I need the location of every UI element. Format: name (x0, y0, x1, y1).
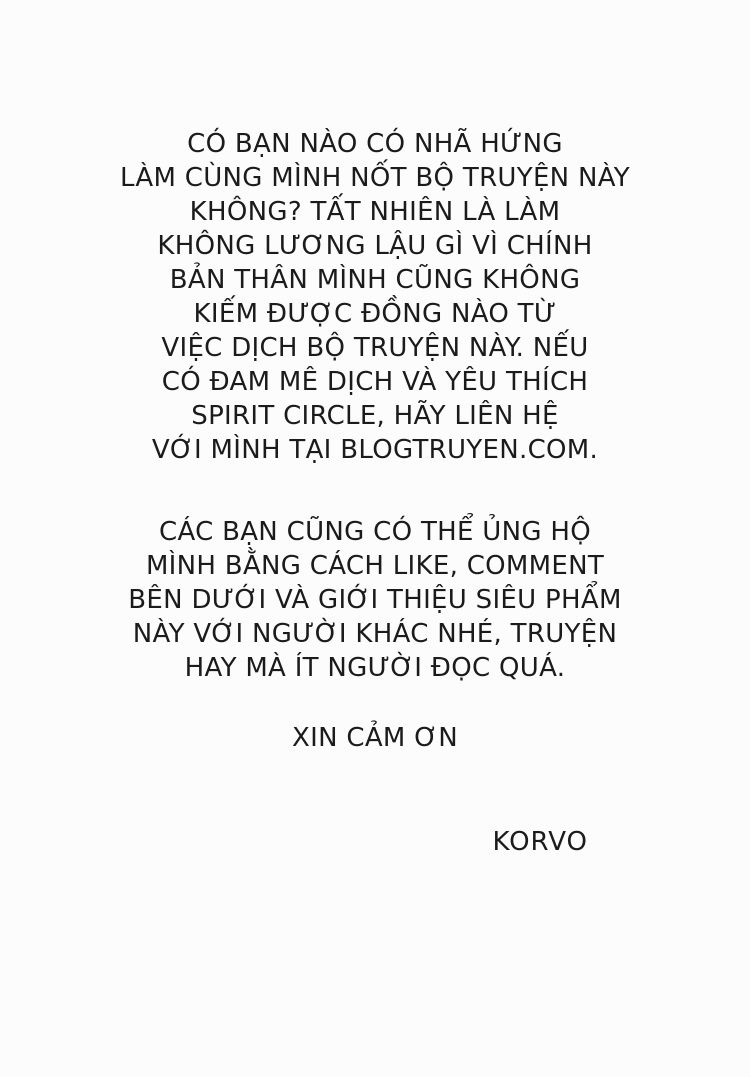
note-line: SPIRIT CIRCLE, HÃY LIÊN HỆ (191, 401, 559, 431)
note-line: LÀM CÙNG MÌNH NỐT BỘ TRUYỆN NÀY (119, 163, 630, 193)
note-line: MÌNH BẰNG CÁCH LIKE, COMMENT (145, 551, 605, 581)
note-line: BẢN THÂN MÌNH CŨNG KHÔNG (169, 265, 581, 295)
note-line: BÊN DƯỚI VÀ GIỚI THIỆU SIÊU PHẨM (128, 585, 622, 615)
note-line: CÓ ĐAM MÊ DỊCH VÀ YÊU THÍCH (161, 367, 589, 397)
note-line: CÓ BẠN NÀO CÓ NHÃ HỨNG (187, 129, 563, 159)
note-line: VIỆC DỊCH BỘ TRUYỆN NÀY. NẾU (161, 333, 589, 363)
note-line: KHÔNG? TẤT NHIÊN LÀ LÀM (189, 197, 561, 227)
note-line: VỚI MÌNH TẠI BLOGTRUYEN.COM. (151, 435, 599, 465)
recruitment-paragraph (0, 127, 750, 467)
note-line: KHÔNG LƯƠNG LẬU GÌ VÌ CHÍNH (157, 231, 593, 261)
note-line: NÀY VỚI NGƯỜI KHÁC NHÉ, TRUYỆN (132, 619, 618, 649)
translator-signature: KORVO (492, 827, 588, 857)
thanks-line: XIN CẢM ƠN (291, 723, 459, 753)
note-line: KIẾM ĐƯỢC ĐỒNG NÀO TỪ (193, 299, 557, 329)
note-line: CÁC BẠN CŨNG CÓ THỂ ỦNG HỘ (158, 517, 591, 547)
note-line: HAY MÀ ÍT NGƯỜI ĐỌC QUÁ. (184, 653, 566, 683)
support-paragraph (0, 515, 750, 685)
